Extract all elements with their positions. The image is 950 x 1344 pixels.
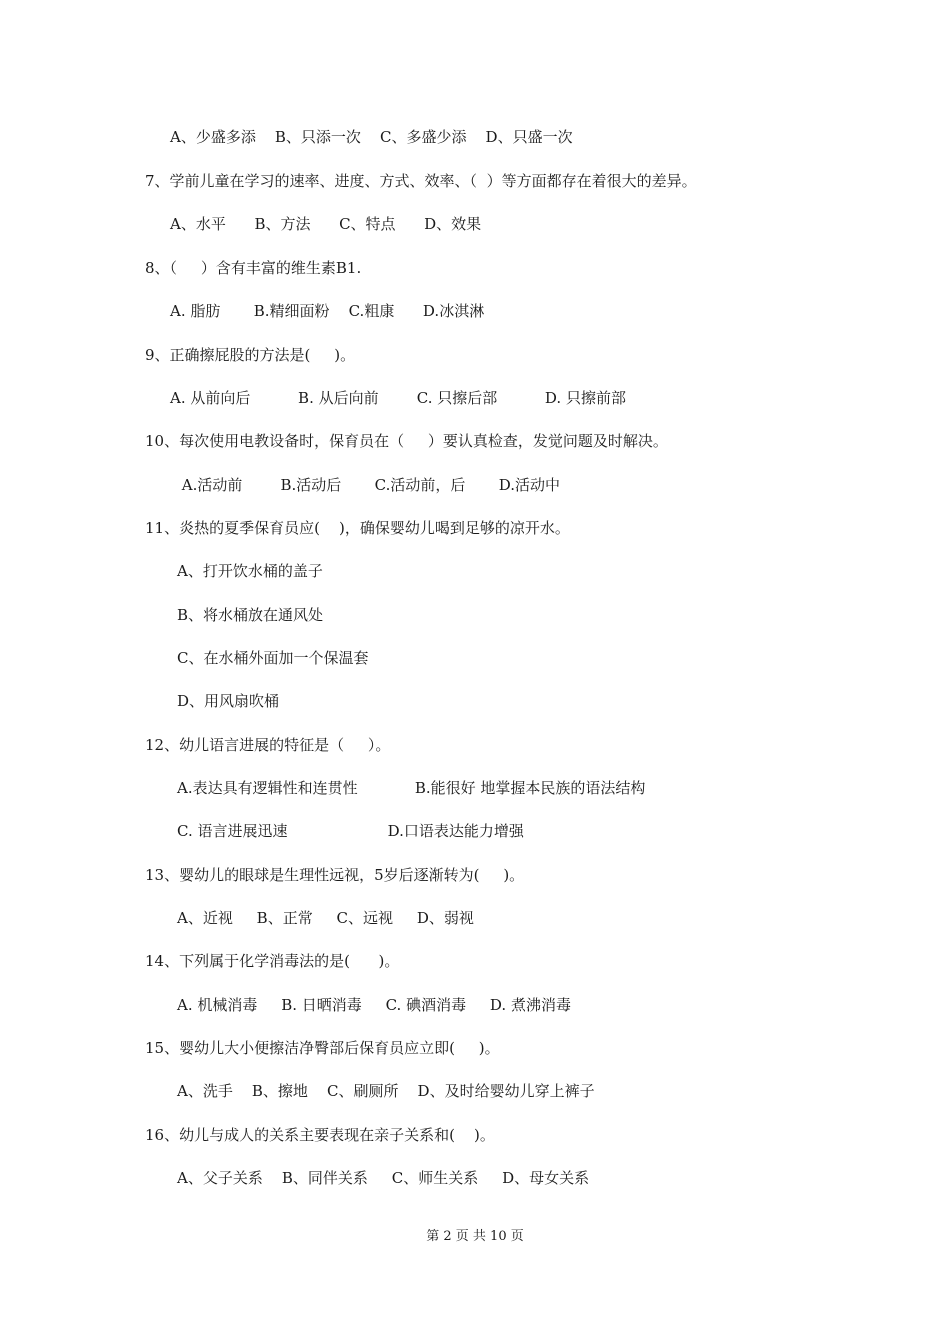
answer-options: C、在水桶外面加一个保温套 bbox=[177, 649, 369, 667]
page-footer: 第 2 页 共 10 页 bbox=[426, 1229, 524, 1244]
answer-options: B、将水桶放在通风处 bbox=[177, 606, 324, 624]
answer-options: A. 从前向后 B. 从后向前 C. 只擦后部 D. 只擦前部 bbox=[170, 389, 626, 407]
answer-options: A、少盛多添 B、只添一次 C、多盛少添 D、只盛一次 bbox=[170, 128, 573, 146]
answer-options: A. 脂肪 B.精细面粉 C.粗康 D.冰淇淋 bbox=[170, 302, 485, 320]
answer-options: D、用风扇吹桶 bbox=[177, 692, 280, 710]
answer-options: A、洗手 B、擦地 C、刷厕所 D、及时给婴幼儿穿上裤子 bbox=[177, 1082, 595, 1100]
answer-options: A. 机械消毒 B. 日晒消毒 C. 碘酒消毒 D. 煮沸消毒 bbox=[177, 996, 571, 1014]
question-text: 11、炎热的夏季保育员应( )，确保婴幼儿喝到足够的凉开水。 bbox=[145, 519, 570, 537]
question-text: 8、（ ）含有丰富的维生素B1. bbox=[145, 259, 362, 277]
question-text: 12、幼儿语言进展的特征是（ ）。 bbox=[145, 736, 391, 754]
question-text: 10、每次使用电教设备时，保育员在（ ）要认真检查，发觉问题及时解决。 bbox=[145, 432, 668, 450]
question-text: 13、婴幼儿的眼球是生理性远视，5岁后逐渐转为( )。 bbox=[145, 866, 525, 884]
question-text: 14、下列属于化学消毒法的是( )。 bbox=[145, 952, 400, 970]
answer-options: C. 语言进展迅速 D.口语表达能力增强 bbox=[177, 822, 524, 840]
answer-options: A.活动前 B.活动后 C.活动前，后 D.活动中 bbox=[177, 476, 561, 494]
answer-options: A、近视 B、正常 C、远视 D、弱视 bbox=[177, 909, 474, 927]
answer-options: A、父子关系 B、同伴关系 C、师生关系 D、母女关系 bbox=[177, 1169, 590, 1187]
answer-options: A、打开饮水桶的盖子 bbox=[177, 562, 323, 580]
question-text: 7、学前儿童在学习的速率、进度、方式、效率、（ ）等方面都存在着很大的差异。 bbox=[145, 172, 697, 190]
question-text: 9、正确擦屁股的方法是( )。 bbox=[145, 346, 356, 364]
question-text: 16、幼儿与成人的关系主要表现在亲子关系和( )。 bbox=[145, 1126, 495, 1144]
answer-options: A、水平 B、方法 C、特点 D、效果 bbox=[170, 215, 482, 233]
answer-options: A.表达具有逻辑性和连贯性 B.能很好 地掌握本民族的语法结构 bbox=[177, 779, 646, 797]
question-text: 15、婴幼儿大小便擦洁净臀部后保育员应立即( )。 bbox=[145, 1039, 500, 1057]
